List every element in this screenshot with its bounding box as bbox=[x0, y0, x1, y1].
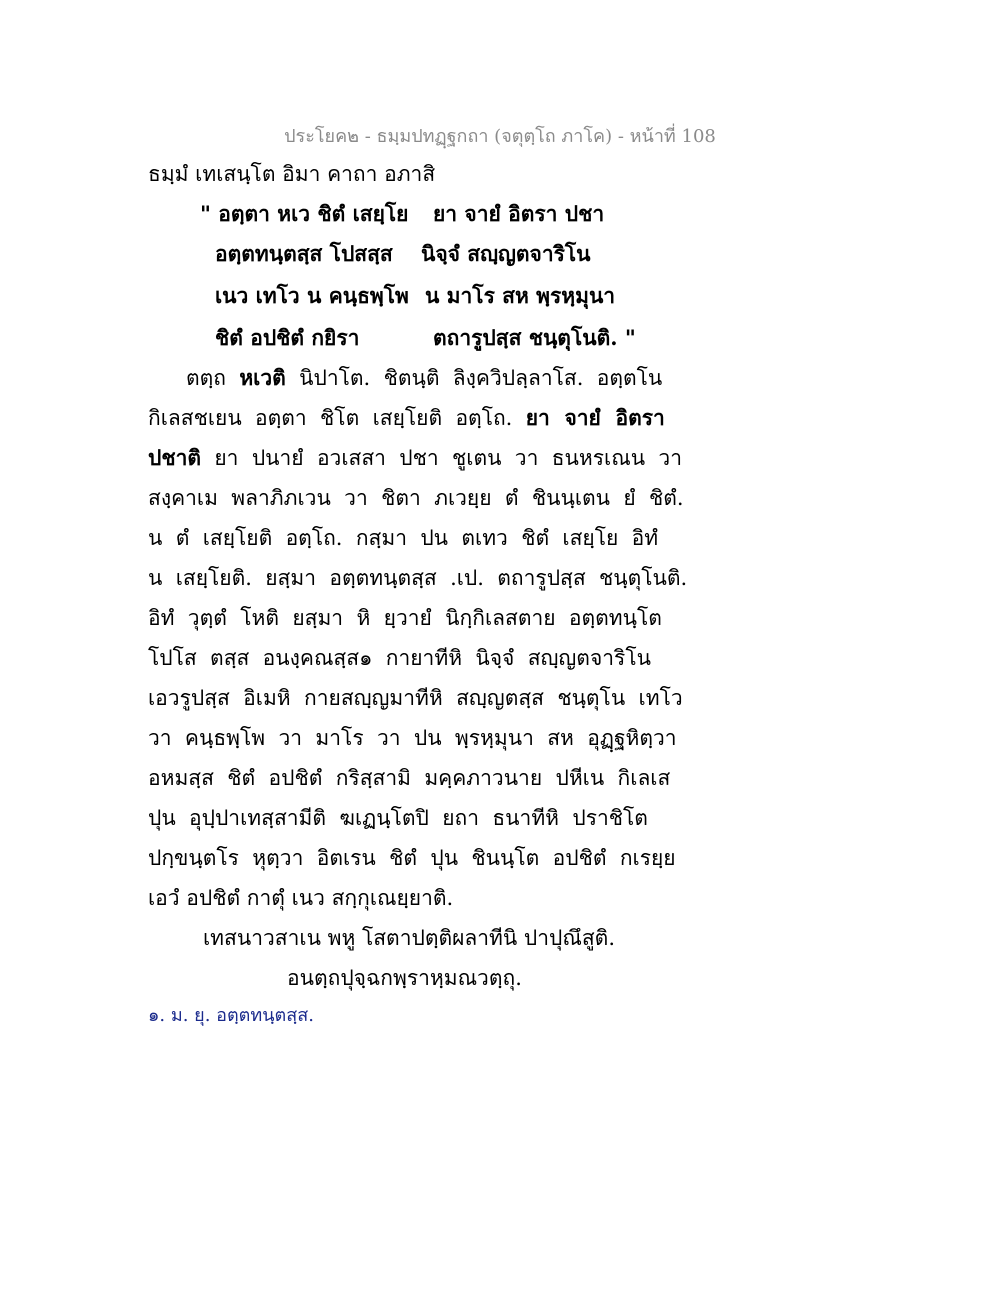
body-line-13: ปกฺขนฺตโร หุตฺวา อิตเรน ชิตํ ปุน ชินนฺโต อปชิตํ กเรยฺย bbox=[148, 846, 676, 870]
body-line-15: เทสนาวสาเน พหู โสตาปตฺติผลาทีนิ ปาปุณึสูติ. bbox=[203, 926, 615, 950]
verse-3-right: น มาโร สห พฺรหฺมุนา bbox=[425, 283, 616, 308]
story-title-line: อนตฺถปุจฺฉกพฺราหฺมณวตฺถุ. bbox=[287, 966, 522, 990]
body-line-7: อิทํ วุตฺตํ โหติ ยสฺมา หิ ยฺวายํ นิกฺกิเลสตาย อตฺตทนฺโต bbox=[148, 606, 662, 630]
body-line-10: วา คนฺธพฺโพ วา มาโร วา ปน พฺรหฺมุนา สห อุฏฺฐหิตฺวา bbox=[148, 726, 677, 750]
verse-1-left: " อตฺตา หเว ชิตํ เสยฺโย bbox=[200, 201, 409, 226]
verse-1-right: ยา จายํ อิตรา ปชา bbox=[433, 201, 605, 226]
verse-4-left: ชิตํ อปชิตํ กยิรา bbox=[215, 325, 360, 350]
body-text: ตตฺถ bbox=[186, 366, 240, 390]
body-line-5: น ตํ เสยฺโยติ อตฺโถ. กสฺมา ปน ตเทว ชิตํ เสยฺโย อิทํ bbox=[148, 526, 659, 550]
footnote: ๑. ม. ยุ. อตฺตทนฺตสฺส. bbox=[148, 1005, 314, 1026]
body-text: นิปาโต. ชิตนฺติ ลิงฺควิปลฺลาโส. อตฺตโน bbox=[285, 366, 663, 390]
term-bold: ยา จายํ อิตรา bbox=[525, 405, 665, 430]
body-line-2 bbox=[148, 404, 665, 432]
body-line-14: เอวํ อปชิตํ กาตุํ เนว สกฺกุเณยฺยาติ. bbox=[148, 886, 454, 910]
body-line-4: สงฺคาเม พลาภิภเวน วา ชิตา ภเวยฺย ตํ ชินนฺเตน ยํ ชิตํ. bbox=[148, 486, 684, 510]
verse-2-left: อตฺตทนฺตสฺส โปสสฺส bbox=[215, 241, 393, 266]
intro-line: ธมฺมํ เทเสนฺโต อิมา คาถา อภาสิ bbox=[148, 162, 436, 186]
verse-4-right: ตถารูปสฺส ชนฺตุโนติ. " bbox=[433, 325, 636, 350]
body-text: ยา ปนายํ อวเสสา ปชา ชูเตน วา ธนหรเณน วา bbox=[201, 446, 682, 470]
body-text: กิเลสชเยน อตฺตา ชิโต เสยฺโยติ อตฺโถ. bbox=[148, 406, 526, 430]
body-line-9: เอวรูปสฺส อิเมหิ กายสญฺญมาทีหิ สญฺญตสฺส ชนฺตุโน เทโว bbox=[148, 686, 683, 710]
verse-2-right: นิจฺจํ สญฺญตจาริโน bbox=[421, 241, 591, 266]
page-header: ประโยค๒ - ธมฺมปทฏฺฐกถา (จตุตฺโถ ภาโค) - หน้าที่ 108 bbox=[284, 126, 716, 147]
body-line-12: ปุน อุปฺปาเทสฺสามีติ ฆเฏนฺโตปิ ยถา ธนาทีหิ ปราชิโต bbox=[148, 806, 648, 830]
body-line-3 bbox=[148, 444, 682, 472]
body-line-8: โปโส ตสฺส อนงฺคณสฺส๑ กายาทีหิ นิจฺจํ สญฺญตจาริโน bbox=[148, 646, 651, 670]
term-bold: หเวติ bbox=[239, 365, 286, 390]
verse-3-left: เนว เทโว น คนฺธพฺโพ bbox=[215, 283, 409, 308]
body-line-1 bbox=[186, 364, 662, 392]
body-line-6: น เสยฺโยติ. ยสฺมา อตฺตทนฺตสฺส .เป. ตถารูปสฺส ชนฺตุโนติ. bbox=[148, 566, 688, 590]
body-line-11: อหมสฺส ชิตํ อปชิตํ กริสฺสามิ มคฺคภาวนาย ปหีเน กิเลเส bbox=[148, 766, 671, 790]
term-bold: ปชาติ bbox=[148, 445, 202, 470]
